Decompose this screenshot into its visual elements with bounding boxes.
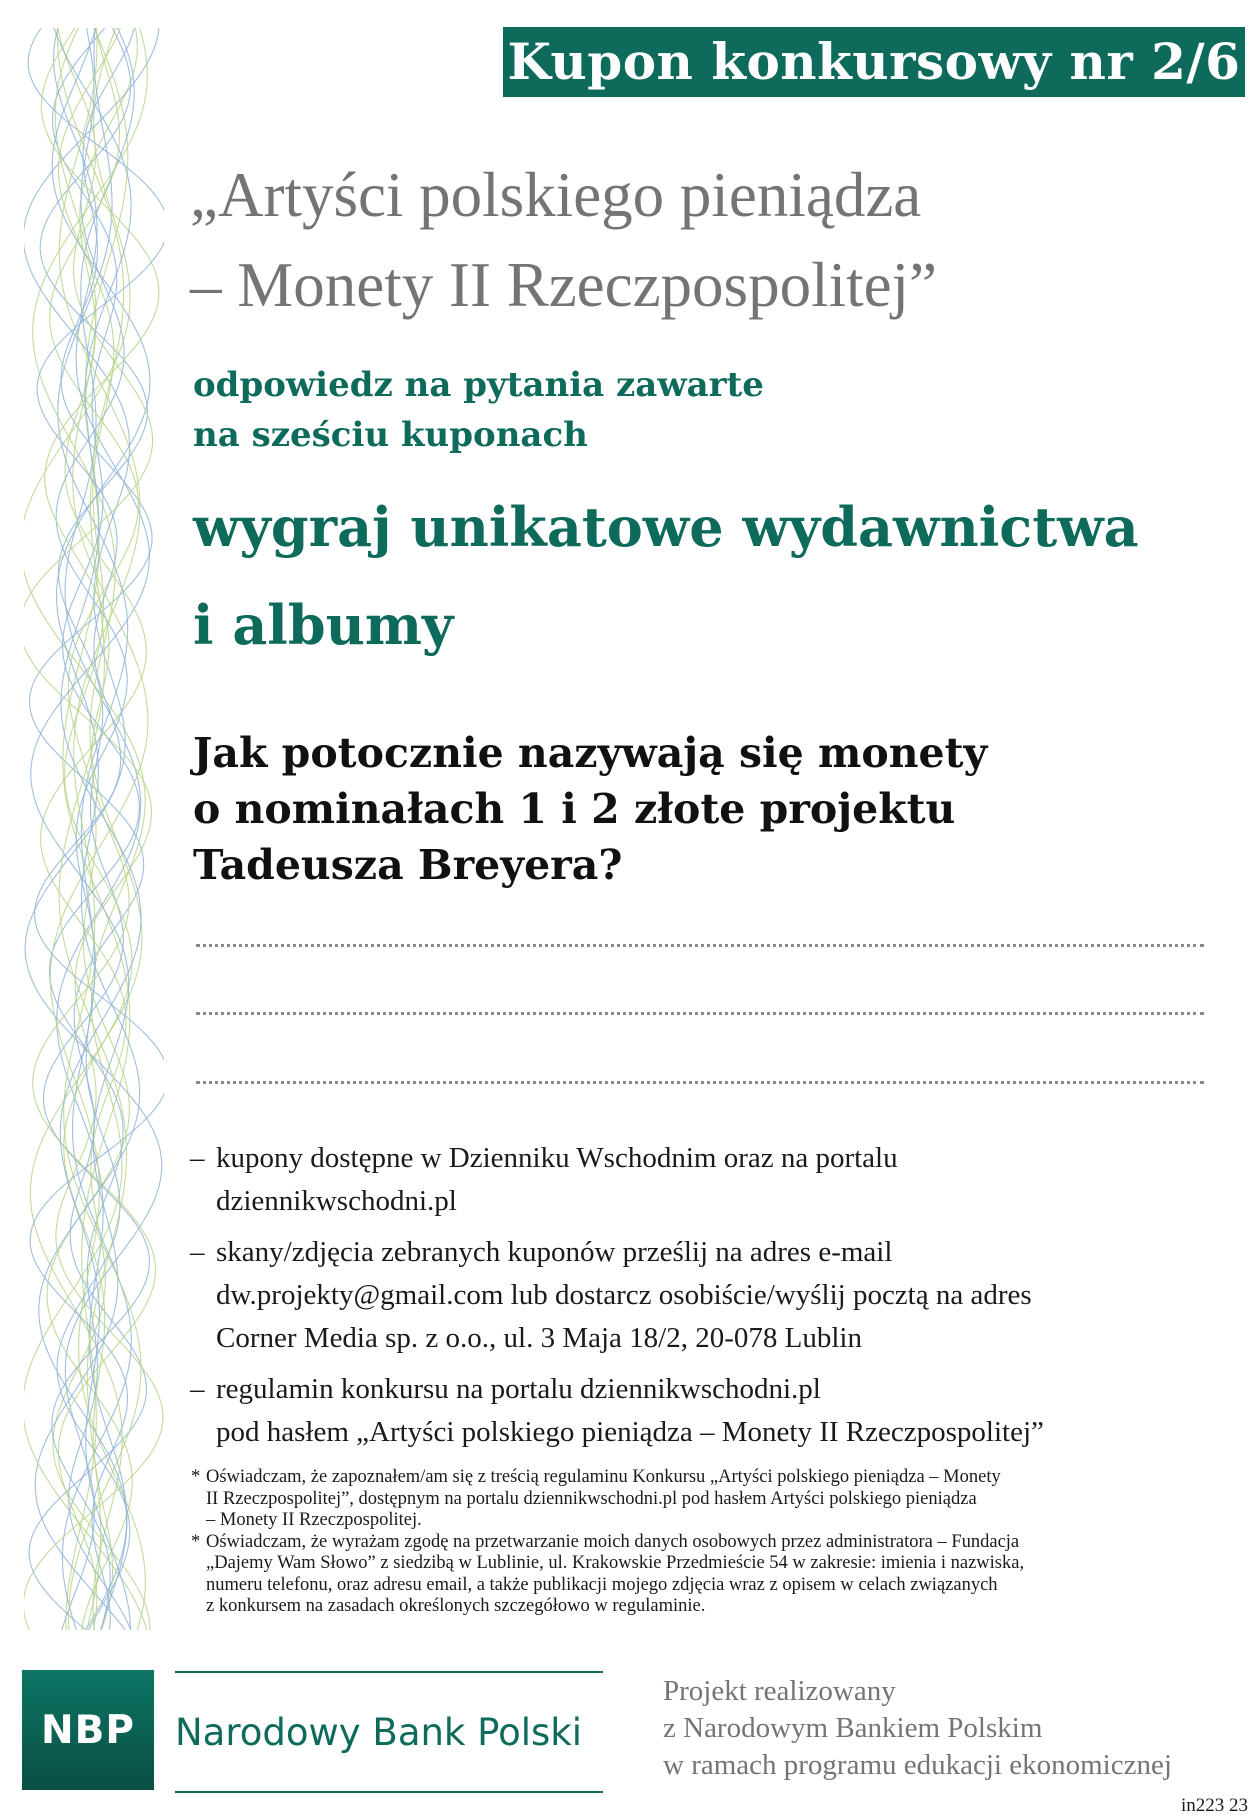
answer-line-3[interactable] bbox=[196, 1081, 1204, 1084]
contest-info-list bbox=[190, 1137, 1230, 1462]
note-line: Oświadczam, że zapoznałem/am się z treścią regulaminu Konkursu „Artyści polskiego pieniądza – Monety bbox=[206, 1467, 1001, 1487]
info-dash: – bbox=[190, 1373, 205, 1405]
note-line: numeru telefonu, oraz adresu email, a także publikacji mojego zdjęcia wraz z opisem w celach związanych bbox=[206, 1574, 998, 1595]
instruction-subtitle bbox=[193, 360, 1193, 460]
note-line: II Rzeczpospolitej”, dostępnym na portalu dziennikwschodni.pl pod hasłem Artyści polskiego pieniądza bbox=[206, 1488, 977, 1509]
project-line-1: Projekt realizowany bbox=[663, 1675, 896, 1707]
prize-headline bbox=[193, 478, 1233, 674]
subtitle-line-2: na sześciu kuponach bbox=[193, 415, 588, 455]
info-item-rules bbox=[190, 1368, 1230, 1454]
note-line: – Monety II Rzeczpospolitej. bbox=[206, 1510, 422, 1530]
project-line-2: z Narodowym Bankiem Polskim bbox=[663, 1712, 1043, 1744]
consent-note-data-processing bbox=[191, 1532, 1221, 1618]
info-line: skany/zdjęcia zebranych kuponów prześlij na adres e-mail bbox=[216, 1236, 893, 1268]
note-asterisk: * bbox=[191, 1467, 201, 1487]
print-code: in223 23 bbox=[1180, 1795, 1248, 1816]
headline-line-1: wygraj unikatowe wydawnictwa bbox=[193, 495, 1139, 559]
note-line: z konkursem na zasadach określonych szczegółowo w regulaminie. bbox=[206, 1596, 706, 1616]
info-line: kupony dostępne w Dzienniku Wschodnim oraz na portalu bbox=[216, 1142, 898, 1174]
contest-title-line-1: „Artyści polskiego pieniądza bbox=[190, 160, 922, 230]
info-line: regulamin konkursu na portalu dziennikwschodni.pl bbox=[216, 1373, 821, 1405]
project-line-3: w ramach programu edukacji ekonomicznej bbox=[663, 1749, 1172, 1781]
nbp-logo bbox=[22, 1670, 154, 1790]
info-dash: – bbox=[190, 1142, 205, 1174]
guilloche-pattern bbox=[24, 28, 164, 1630]
info-line: dziennikwschodni.pl bbox=[216, 1185, 457, 1217]
headline-line-2: i albumy bbox=[193, 593, 454, 657]
subtitle-line-1: odpowiedz na pytania zawarte bbox=[193, 365, 764, 405]
coupon-number-badge: Kupon konkursowy nr 2/6 bbox=[503, 27, 1245, 97]
consent-notes bbox=[191, 1467, 1221, 1618]
info-item-availability bbox=[190, 1137, 1230, 1223]
question-line-3: Tadeusza Breyera? bbox=[193, 841, 623, 889]
answer-line-2[interactable] bbox=[196, 1012, 1204, 1015]
consent-note-regulations bbox=[191, 1467, 1221, 1532]
info-item-submission bbox=[190, 1231, 1230, 1360]
nbp-logo-text: NBP bbox=[41, 1707, 135, 1753]
question-line-1: Jak potocznie nazywają się monety bbox=[193, 729, 988, 777]
contest-title bbox=[190, 150, 1220, 330]
info-line: dw.projekty@gmail.com lub dostarcz osobiście/wyślij pocztą na adres bbox=[216, 1279, 1032, 1311]
question-line-2: o nominałach 1 i 2 złote projektu bbox=[193, 785, 956, 833]
nbp-name-block bbox=[175, 1671, 603, 1793]
note-line: Oświadczam, że wyrażam zgodę na przetwarzanie moich danych osobowych przez administratora – Fundacja bbox=[206, 1531, 1020, 1552]
info-line: Corner Media sp. z o.o., ul. 3 Maja 18/2, 20-078 Lublin bbox=[216, 1322, 862, 1354]
answer-line-1[interactable] bbox=[196, 944, 1204, 947]
contest-question bbox=[193, 725, 1193, 893]
project-credit bbox=[663, 1673, 1243, 1784]
note-line: „Dajemy Wam Słowo” z siedzibą w Lublinie, ul. Krakowskie Przedmieście 54 w zakresie: imienia i nazwiska, bbox=[206, 1553, 1025, 1573]
contest-title-line-2: – Monety II Rzeczpospolitej” bbox=[190, 250, 938, 320]
info-line: pod hasłem „Artyści polskiego pieniądza – Monety II Rzeczpospolitej” bbox=[216, 1416, 1044, 1448]
info-dash: – bbox=[190, 1236, 205, 1268]
nbp-name: Narodowy Bank Polski bbox=[175, 1710, 583, 1754]
note-asterisk: * bbox=[191, 1531, 201, 1552]
